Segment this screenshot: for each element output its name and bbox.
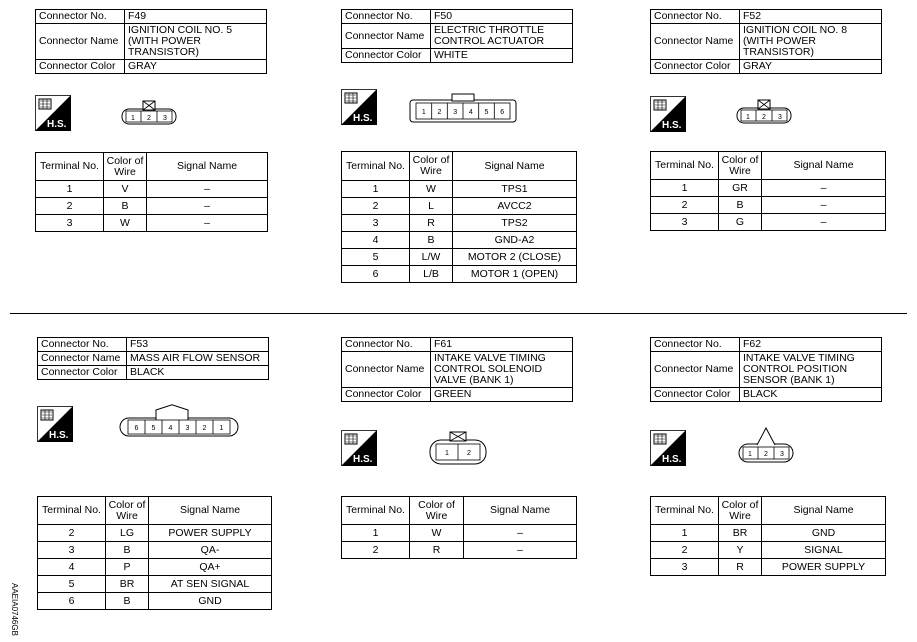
label-connector-no: Connector No. [38,338,127,352]
signal-cell: – [762,197,886,214]
wire-color-cell: BR [106,576,149,593]
terminal-cell: 4 [38,559,106,576]
terminal-cell: 1 [36,181,104,198]
pin-label: 2 [437,109,442,116]
label-connector-color: Connector Color [651,388,740,402]
terminal-cell: 2 [342,542,410,559]
wire-color-cell: W [410,525,464,542]
connector-block-f50 [341,9,573,63]
signal-cell: TPS1 [453,181,577,198]
pin-label: 2 [202,425,207,432]
signal-cell: QA+ [149,559,272,576]
signal-cell: – [464,542,577,559]
table-row [38,576,272,593]
connector-color-value: GREEN [431,388,573,402]
terminal-table [341,151,577,283]
terminal-cell: 3 [36,215,104,232]
wire-color-cell: L/B [410,266,453,283]
header-signal-name: Signal Name [149,497,272,525]
signal-cell: POWER SUPPLY [149,525,272,542]
terminal-cell: 2 [38,525,106,542]
table-row [651,542,886,559]
connector-color-value: BLACK [127,366,269,380]
pin-label: 4 [468,109,473,116]
header-color-of-wire: Color of Wire [410,497,464,525]
label-connector-color: Connector Color [342,49,431,63]
wire-color-cell: B [719,197,762,214]
header-color-of-wire: Color of Wire [106,497,149,525]
hs-harness-side-icon [35,95,71,131]
terminal-cell: 5 [38,576,106,593]
terminal-table-f61 [341,496,577,559]
figure-code-text: AAEIA0746GB [10,583,19,636]
header-terminal-no: Terminal No. [651,497,719,525]
table-row [651,525,886,542]
figure-code [3,582,19,636]
table-row [36,215,268,232]
label-connector-color: Connector Color [36,60,125,74]
table-row [342,181,577,198]
header-terminal-no: Terminal No. [36,153,104,181]
wire-color-cell: R [719,559,762,576]
connector-face-f52 [735,98,793,128]
pin-label: 1 [748,451,752,458]
wire-color-cell: G [719,214,762,231]
connector-no-value: F61 [431,338,573,352]
connector-face-f62 [737,426,795,466]
signal-cell: – [147,181,268,198]
wire-color-cell: B [106,542,149,559]
wire-color-cell: W [104,215,147,232]
wire-color-cell: L [410,198,453,215]
connector-no-value: F62 [740,338,882,352]
label-connector-no: Connector No. [342,10,431,24]
table-row [38,525,272,542]
signal-cell: – [762,180,886,197]
pin-label: 2 [762,114,766,121]
connector-name-value: ELECTRIC THROTTLE CONTROL ACTUATOR [431,24,573,49]
terminal-cell: 5 [342,249,410,266]
hs-harness-side-icon [37,406,73,442]
connector-block-f61 [341,337,573,402]
header-color-of-wire: Color of Wire [410,152,453,181]
connector-no-value: F50 [431,10,573,24]
connector-color-value: GRAY [740,60,882,74]
terminal-table-f50 [341,151,577,283]
pin-label: 3 [185,425,190,432]
signal-cell: – [464,525,577,542]
pin-label: 6 [134,425,139,432]
wire-color-cell: R [410,215,453,232]
signal-cell: – [147,215,268,232]
signal-cell: – [762,214,886,231]
table-row [342,198,577,215]
signal-cell: GND-A2 [453,232,577,249]
terminal-cell: 1 [651,525,719,542]
connector-color-value: WHITE [431,49,573,63]
label-connector-name: Connector Name [651,352,740,388]
connector-color-value: BLACK [740,388,882,402]
terminal-cell: 1 [342,181,410,198]
signal-cell: SIGNAL [762,542,886,559]
label-connector-name: Connector Name [38,352,127,366]
pin-label: 2 [764,451,768,458]
connector-face-f50 [408,92,518,124]
connector-no-value: F52 [740,10,882,24]
terminal-cell: 3 [651,214,719,231]
terminal-cell: 1 [651,180,719,197]
wire-color-cell: P [106,559,149,576]
table-row [342,232,577,249]
connector-info-table [341,337,573,402]
terminal-cell: 3 [38,542,106,559]
terminal-table [650,151,886,231]
pin-label: 3 [780,451,784,458]
label-connector-name: Connector Name [651,24,740,60]
terminal-cell: 2 [651,542,719,559]
label-connector-no: Connector No. [651,338,740,352]
pin-label: 6 [500,109,505,116]
pin-label: 1 [131,115,135,122]
terminal-cell: 2 [36,198,104,215]
header-signal-name: Signal Name [147,153,268,181]
signal-cell: – [147,198,268,215]
label-connector-name: Connector Name [342,24,431,49]
pin-label: 2 [467,450,471,457]
table-row [342,266,577,283]
connector-face-f61 [428,430,488,466]
hs-label: H.S. [47,119,67,130]
table-row [36,198,268,215]
header-terminal-no: Terminal No. [38,497,106,525]
wire-color-cell: V [104,181,147,198]
header-signal-name: Signal Name [453,152,577,181]
wire-color-cell: BR [719,525,762,542]
terminal-table [35,152,268,232]
table-row [651,197,886,214]
connector-no-value: F49 [125,10,267,24]
terminal-table-f62 [650,496,886,576]
table-row [651,180,886,197]
terminal-table [37,496,272,610]
signal-cell: TPS2 [453,215,577,232]
wire-color-cell: B [104,198,147,215]
signal-cell: AT SEN SIGNAL [149,576,272,593]
pin-label: 1 [445,450,449,457]
pin-label: 3 [453,109,458,116]
header-signal-name: Signal Name [762,152,886,180]
connector-face-f53 [118,404,240,438]
terminal-cell: 6 [342,266,410,283]
signal-cell: QA- [149,542,272,559]
pin-label: 4 [168,425,173,432]
pin-label: 2 [147,115,151,122]
connector-info-table [35,9,267,74]
label-connector-name: Connector Name [342,352,431,388]
table-row [342,542,577,559]
table-row [38,559,272,576]
label-connector-color: Connector Color [651,60,740,74]
label-connector-name: Connector Name [36,24,125,60]
hs-harness-side-icon [341,89,377,125]
terminal-cell: 1 [342,525,410,542]
label-connector-color: Connector Color [342,388,431,402]
terminal-table-f53 [37,496,272,610]
pin-label: 1 [421,109,426,116]
connector-name-value: INTAKE VALVE TIMING CONTROL POSITION SENSOR (BANK 1) [740,352,882,388]
connector-block-f49 [35,9,267,74]
signal-cell: GND [149,593,272,610]
section-divider [10,313,907,314]
table-row [38,542,272,559]
hs-harness-side-icon [650,96,686,132]
header-terminal-no: Terminal No. [651,152,719,180]
table-row [342,249,577,266]
header-color-of-wire: Color of Wire [719,152,762,180]
signal-cell: MOTOR 2 (CLOSE) [453,249,577,266]
table-row [38,593,272,610]
signal-cell: AVCC2 [453,198,577,215]
connector-name-value: IGNITION COIL NO. 8 (WITH POWER TRANSISTOR) [740,24,882,60]
terminal-cell: 4 [342,232,410,249]
connector-color-value: GRAY [125,60,267,74]
header-color-of-wire: Color of Wire [719,497,762,525]
connector-name-value: MASS AIR FLOW SENSOR [127,352,269,366]
pin-label: 5 [151,425,156,432]
label-connector-color: Connector Color [38,366,127,380]
connector-info-table [37,337,269,380]
connector-block-f62 [650,337,882,402]
hs-label: H.S. [662,454,682,465]
connector-name-value: INTAKE VALVE TIMING CONTROL SOLENOID VALVE (BANK 1) [431,352,573,388]
terminal-table [341,496,577,559]
table-row [342,215,577,232]
connector-info-table [650,337,882,402]
connector-block-f53 [37,337,269,380]
terminal-table-f52 [650,151,886,231]
connector-block-f52 [650,9,882,74]
table-row [36,181,268,198]
hs-label: H.S. [353,113,373,124]
terminal-table-f49 [35,152,268,232]
terminal-table [650,496,886,576]
terminal-cell: 3 [651,559,719,576]
wire-color-cell: W [410,181,453,198]
wire-color-cell: R [410,542,464,559]
label-connector-no: Connector No. [342,338,431,352]
pin-label: 1 [219,425,224,432]
header-color-of-wire: Color of Wire [104,153,147,181]
signal-cell: MOTOR 1 (OPEN) [453,266,577,283]
hs-label: H.S. [353,454,373,465]
terminal-cell: 2 [342,198,410,215]
connector-info-table [650,9,882,74]
wire-color-cell: B [106,593,149,610]
signal-cell: GND [762,525,886,542]
hs-harness-side-icon [650,430,686,466]
label-connector-no: Connector No. [651,10,740,24]
connector-no-value: F53 [127,338,269,352]
header-terminal-no: Terminal No. [342,497,410,525]
label-connector-no: Connector No. [36,10,125,24]
table-row [342,525,577,542]
hs-harness-side-icon [341,430,377,466]
terminal-cell: 3 [342,215,410,232]
pin-label: 1 [746,114,750,121]
pin-label: 3 [163,115,167,122]
pin-label: 5 [484,109,489,116]
wire-color-cell: Y [719,542,762,559]
connector-name-value: IGNITION COIL NO. 5 (WITH POWER TRANSISTOR) [125,24,267,60]
signal-cell: POWER SUPPLY [762,559,886,576]
terminal-cell: 6 [38,593,106,610]
wire-color-cell: B [410,232,453,249]
terminal-cell: 2 [651,197,719,214]
wire-color-cell: LG [106,525,149,542]
table-row [651,559,886,576]
connector-face-f49 [120,99,178,129]
pin-label: 3 [778,114,782,121]
hs-label: H.S. [662,120,682,131]
wire-color-cell: L/W [410,249,453,266]
connector-info-table [341,9,573,63]
header-signal-name: Signal Name [464,497,577,525]
hs-label: H.S. [49,430,69,441]
header-terminal-no: Terminal No. [342,152,410,181]
table-row [651,214,886,231]
header-signal-name: Signal Name [762,497,886,525]
wire-color-cell: GR [719,180,762,197]
